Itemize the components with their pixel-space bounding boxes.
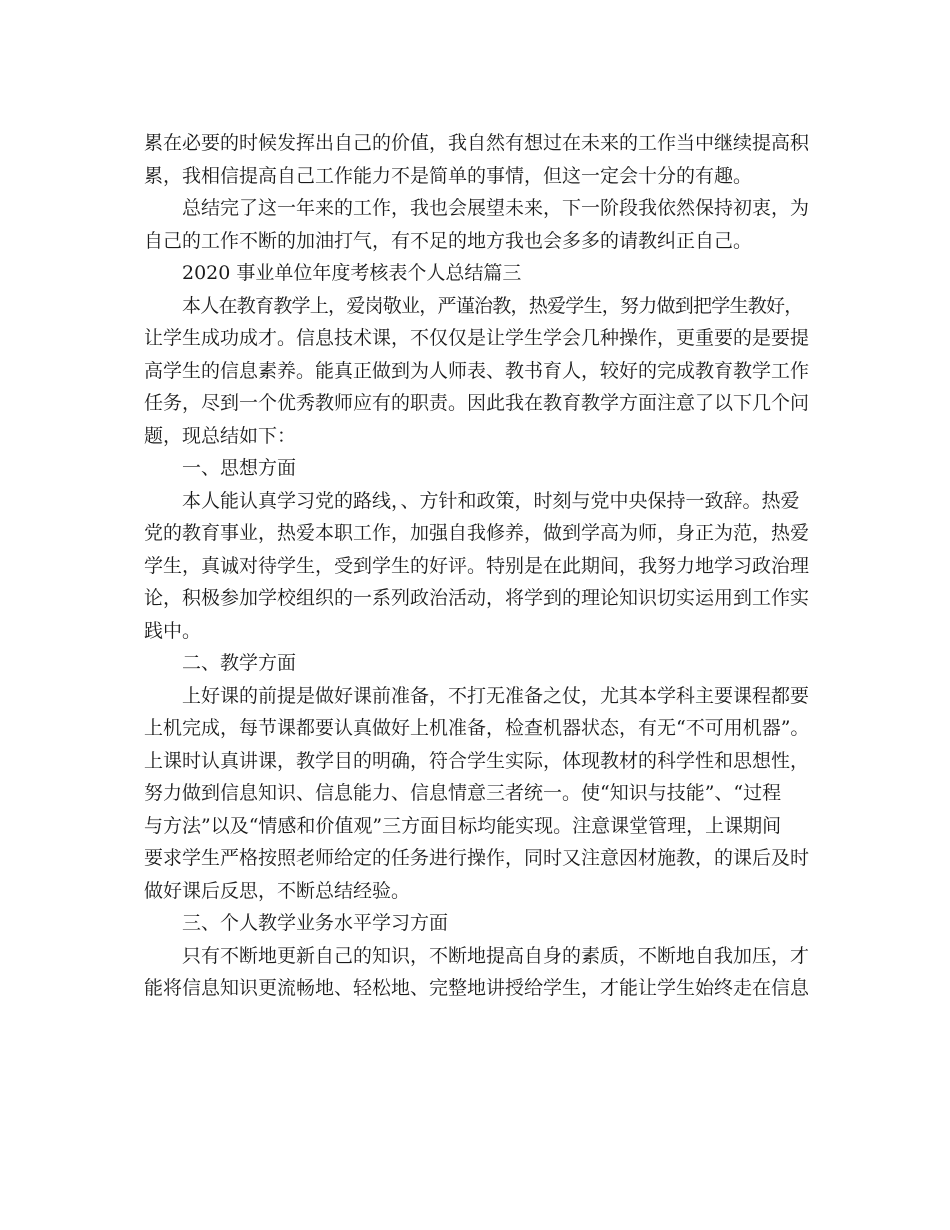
document-body — [144, 127, 810, 1005]
text-line: 做好课后反思，不断总结经验。 — [144, 879, 411, 902]
text-line: 自己的工作不断的加油打气，有不足的地方我也会多多的请教纠正自己。 — [144, 229, 753, 252]
text-line: 总结完了这一年来的工作，我也会展望未来，下一阶段我依然保持初衷，为 — [182, 197, 810, 219]
text-line: 要求学生严格按照老师给定的任务进行操作，同时又注意因材施教，的课后及时 — [144, 847, 810, 869]
text-line: 累，我相信提高自己工作能力不是简单的事情，但这一定会十分的有趣。 — [144, 164, 753, 187]
text-line: 高学生的信息素养。能真正做到为人师表、教书育人，较好的完成教育教学工作 — [144, 359, 810, 382]
text-line: 本人在教育教学上，爱岗敬业，严谨治教，热爱学生，努力做到把学生教好， — [182, 294, 803, 317]
text-line: 上好课的前提是做好课前准备，不打无准备之仗，尤其本学科主要课程都要 — [182, 684, 810, 707]
text-line: 努力做到信息知识、信息能力、信息情意三者统一。使“知识与技能”、“过程 — [144, 782, 782, 804]
text-line: 上机完成，每节课都要认真做好上机准备，检查机器状态，有无“不可用机器”。 — [144, 717, 810, 739]
text-line: 只有不断地更新自己的知识，不断地提高自身的素质，不断地自我加压，才 — [182, 944, 810, 967]
text-line: 论，积极参加学校组织的一系列政治活动，将学到的理论知识切实运用到工作实 — [144, 587, 810, 609]
text-line: 一、思想方面 — [182, 457, 297, 479]
text-line: 二、教学方面 — [182, 652, 297, 674]
text-line: 能将信息知识更流畅地、轻松地、完整地讲授给学生，才能让学生始终走在信息 — [144, 977, 810, 999]
text-line: 任务，尽到一个优秀教师应有的职责。因此我在教育教学方面注意了以下几个问 — [144, 392, 810, 414]
text-line: 本人能认真学习党的路线，、方针和政策，时刻与党中央保持一致辞。热爱 — [182, 489, 800, 512]
text-line: 与方法”以及“情感和价值观”三方面目标均能实现。注意课堂管理，上课期间 — [144, 814, 782, 837]
text-line: 上课时认真讲课，教学目的明确，符合学生实际，体现教材的科学性和思想性， — [144, 749, 810, 772]
text-line: 三、个人教学业务水平学习方面 — [182, 912, 449, 934]
text-line: 学生，真诚对待学生，受到学生的好评。特别是在此期间，我努力地学习政治理 — [144, 554, 810, 577]
text-line: 题，现总结如下： — [144, 424, 297, 447]
text-line: 践中。 — [144, 619, 202, 642]
text-line: 党的教育事业，热爱本职工作，加强自我修养，做到学高为师，身正为范，热爱 — [144, 522, 810, 544]
text-line: 累在必要的时候发挥出自己的价值，我自然有想过在未来的工作当中继续提高积 — [144, 132, 810, 154]
text-line: 让学生成功成才。信息技术课，不仅仅是让学生学会几种操作，更重要的是要提 — [144, 327, 810, 349]
text-line: 2020 事业单位年度考核表个人总结篇三 — [182, 262, 522, 284]
